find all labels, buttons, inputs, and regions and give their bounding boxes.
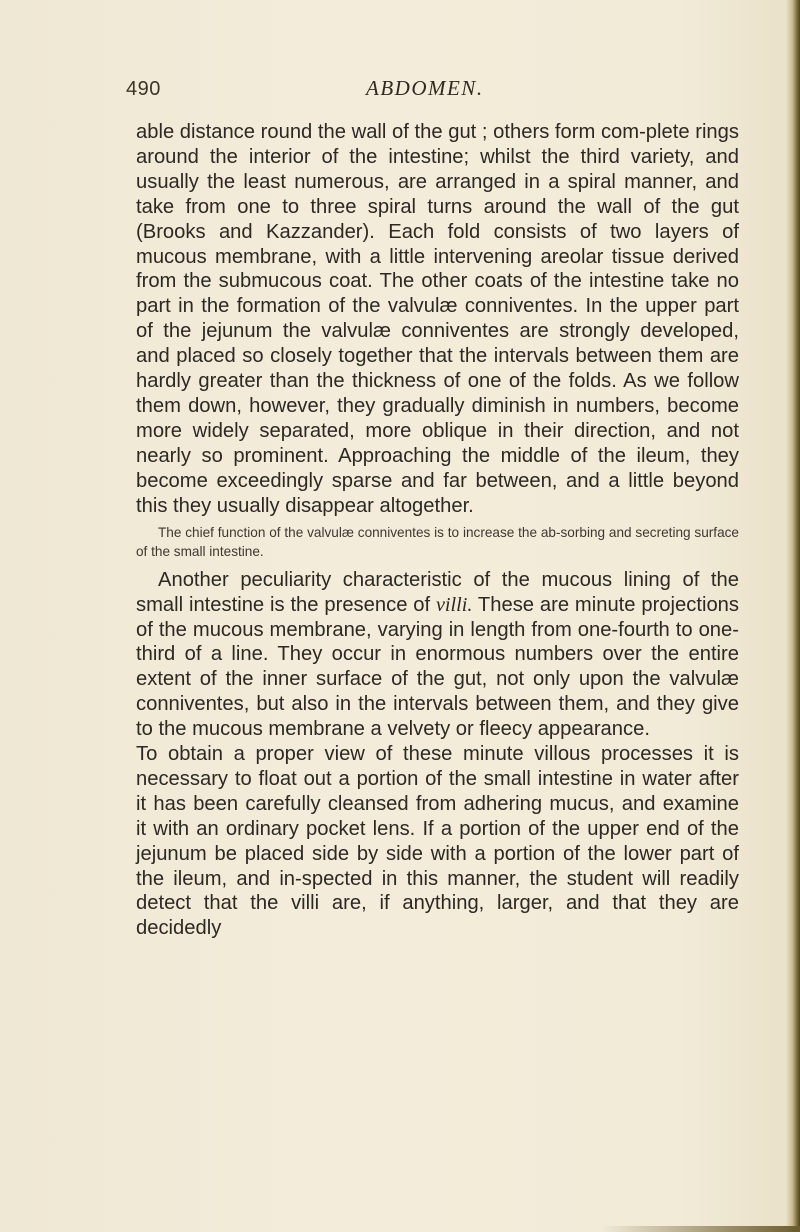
running-title: ABDOMEN. <box>366 76 484 100</box>
footnote-valvulae-function: The chief function of the valvulæ conniventes is to increase the ab-sorbing and secreting surface of the small intestine. <box>136 524 739 560</box>
paragraph-villi-observation: To obtain a proper view of these minute villous processes it is necessary to float out a portion of the small intestine in water after it has been carefully cleansed from adhering mucus, and examine it with an ordinary pocket lens. If a portion of the upper end of the jejunum be placed side by side with a portion of the lower part of the ileum, and in-spected in this manner, the student will readily detect that the villi are, if anything, larger, and that they are decidedly <box>136 743 739 940</box>
page-body <box>136 120 739 941</box>
page-number: 490 <box>126 78 161 100</box>
page-edge-shadow <box>786 0 800 1232</box>
paragraph-valvulae-description: able distance round the wall of the gut ; others form com-plete rings around the interior of the intestine; whilst the third variety, and usually the least numerous, are arranged in a spiral manner, and take from one to three spiral turns around the wall of the gut (Brooks and Kazzander). Each fold consists of two layers of mucous membrane, with a little intervening areolar tissue derived from the submucous coat. The other coats of the intestine take no part in the formation of the valvulæ conniventes. In the upper part of the jejunum the valvulæ conniventes are strongly developed, and placed so closely together that the intervals between them are hardly greater than the thickness of one of the folds. As we follow them down, however, they gradually diminish in numbers, become more widely separated, more oblique in their direction, and not nearly so prominent. Approaching the middle of the ileum, they become exceedingly sparse and far between, and a little beyond this they usually disappear altogether. <box>136 121 739 517</box>
villi-intro-text: Another peculiarity characteristic of the mucous lining of the small intestine is the presence of <box>136 568 739 616</box>
paragraph-villi-intro <box>136 568 739 742</box>
page-bottom-shadow <box>600 1226 800 1232</box>
villi-description-text: These are minute projections of the mucous membrane, varying in length from one-fourth to one-third of a line. They occur in enormous numbers over the entire extent of the inner surface of the gut, not only upon the valvulæ conniventes, but also in the intervals between them, and they give to the mucous membrane a velvety or fleecy appearance. <box>136 593 739 741</box>
page-header <box>126 78 746 108</box>
villi-term: villi. <box>435 593 473 616</box>
